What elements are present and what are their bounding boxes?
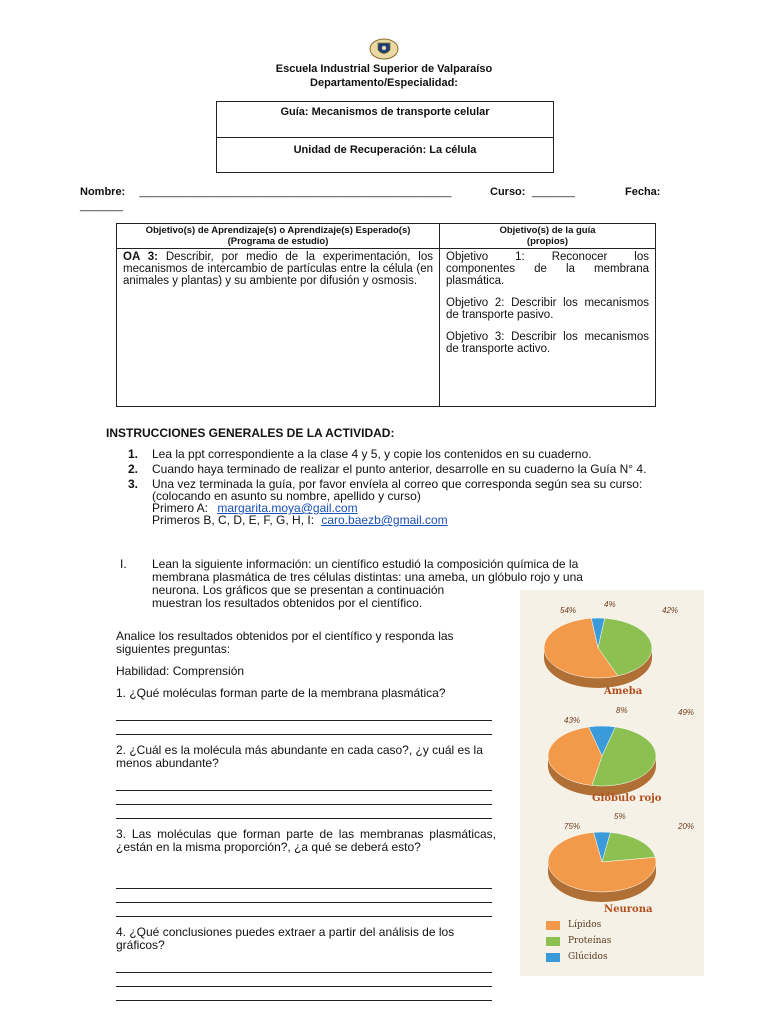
answer-line[interactable]	[116, 916, 492, 917]
email-line-a: Primero A: margarita.moya@gail.com	[152, 501, 358, 515]
guide-objectives	[440, 249, 655, 367]
department-label: Departamento/Especialidad:	[310, 77, 458, 89]
instructions-title: INSTRUCCIONES GENERALES DE LA ACTIVIDAD:	[106, 426, 395, 440]
school-name: Escuela Industrial Superior de Valparaíso	[275, 63, 493, 75]
fecha-field[interactable]: _______	[80, 200, 123, 212]
nombre-field[interactable]: ___________________________________________________	[139, 186, 452, 198]
pie-label: 42%	[662, 606, 679, 615]
fecha-label: Fecha:	[625, 186, 661, 198]
answer-line[interactable]	[116, 734, 492, 735]
answer-line[interactable]	[116, 972, 492, 973]
curso-label: Curso:	[490, 186, 526, 198]
title-box	[216, 101, 554, 173]
question-2: 2. ¿Cuál es la molécula más abundante en cada caso?, ¿y cuál es la menos abundante?	[116, 743, 483, 770]
section-numeral: I.	[120, 557, 127, 571]
legend-swatch-glucidos	[546, 953, 560, 962]
section-line-3: neurona. Los gráficos que se presentan a continuación	[152, 583, 445, 597]
answer-line[interactable]	[116, 902, 492, 903]
school-logo	[369, 38, 399, 60]
answer-line[interactable]	[116, 818, 492, 819]
list-item: 1. Lea la ppt correspondiente a la clase 4 y 5, y copie los contenidos en su cuaderno.	[128, 447, 592, 461]
pie-label: 75%	[564, 822, 581, 831]
legend-label-proteinas: Proteínas	[568, 936, 612, 946]
pie-title: Ameba	[604, 686, 643, 697]
answer-line[interactable]	[116, 790, 492, 791]
curso-field[interactable]: _______	[532, 186, 575, 198]
question-1: 1. ¿Qué moléculas forman parte de la membrana plasmática?	[116, 686, 446, 700]
pie-title: Neurona	[604, 904, 653, 915]
objectives-table	[116, 223, 656, 407]
guide-objective-2: Objetivo 2: Describir los mecanismos de transporte pasivo.	[446, 297, 649, 321]
col1-header: Objetivo(s) de Aprendizaje(s) o Aprendizaje(s) Esperado(s) (Programa de estudio)	[117, 224, 439, 249]
learning-objective-column	[117, 224, 440, 406]
legend-swatch-proteinas	[546, 937, 560, 946]
pie-charts-svg	[520, 590, 704, 976]
section-line-2: membrana plasmática de tres células distintas: una ameba, un glóbulo rojo y una	[152, 570, 583, 584]
section-line-1: Lean la siguiente información: un científico estudió la composición química de la	[152, 557, 579, 571]
oa-text: OA 3: Describir, por medio de la experimentación, los mecanismos de intercambio de partículas entre la célula (en animales y plantas) y su ambiente por difusión y osmosis.	[123, 251, 433, 287]
legend-label-lipidos: Lípidos	[568, 920, 602, 930]
skill-label: Habilidad: Comprensión	[116, 664, 245, 678]
answer-line[interactable]	[116, 986, 492, 987]
question-4: 4. ¿Qué conclusiones puedes extraer a partir del análisis de los gráficos?	[116, 925, 455, 952]
pie-label: 54%	[560, 606, 577, 615]
col2-header: Objetivo(s) de la guía (propios)	[440, 224, 655, 249]
answer-line[interactable]	[116, 888, 492, 889]
pie-label: 43%	[564, 716, 581, 725]
list-item: 3. Una vez terminada la guía, por favor envíela al correo que corresponda según sea su curso: (colocando en asunto su nombre, apellido y curso)	[128, 477, 643, 503]
answer-line[interactable]	[116, 720, 492, 721]
legend-swatch-lipidos	[546, 921, 560, 930]
pie-label: 4%	[604, 600, 616, 609]
guide-objective-1: Objetivo 1: Reconocer los componentes de la membrana plasmática.	[446, 251, 649, 287]
pie-title: Glóbulo rojo	[592, 793, 662, 804]
email-link-a[interactable]: margarita.moya@gail.com	[217, 501, 358, 515]
guide-title: Guía: Mecanismos de transporte celular	[280, 106, 490, 118]
legend-label-glucidos: Glúcidos	[568, 952, 608, 962]
guide-objective-3: Objetivo 3: Describir los mecanismos de transporte activo.	[446, 331, 649, 355]
answer-line[interactable]	[116, 1000, 492, 1001]
guide-objective-column	[440, 224, 655, 406]
list-item: 2. Cuando haya terminado de realizar el punto anterior, desarrolle en su cuaderno la Guía N° 4.	[128, 462, 647, 476]
instructions-list	[128, 448, 664, 526]
nombre-label: Nombre:	[80, 186, 126, 198]
pie-label: 49%	[678, 708, 695, 717]
pie-charts-figure	[520, 590, 704, 976]
pie-label: 5%	[614, 812, 626, 821]
questions-intro: Analice los resultados obtenidos por el científico y responda las siguientes preguntas:	[116, 629, 454, 656]
question-3: 3. Las moléculas que forman parte de las membranas plasmáticas, ¿están en la misma proporción?, ¿a qué se deberá esto?	[116, 827, 496, 854]
email-link-b[interactable]: caro.baezb@gmail.com	[321, 513, 448, 527]
answer-line[interactable]	[116, 804, 492, 805]
pie-slice-proteinas	[602, 832, 655, 862]
pie-label: 20%	[678, 822, 695, 831]
student-info-row	[80, 186, 665, 212]
pie-label: 8%	[616, 706, 628, 715]
email-line-b: Primeros B, C, D, E, F, G, H, I: caro.baezb@gmail.com	[152, 513, 448, 527]
section-line-4: muestran los resultados obtenidos por el científico.	[152, 596, 423, 610]
unit-title: Unidad de Recuperación: La célula	[217, 137, 553, 172]
